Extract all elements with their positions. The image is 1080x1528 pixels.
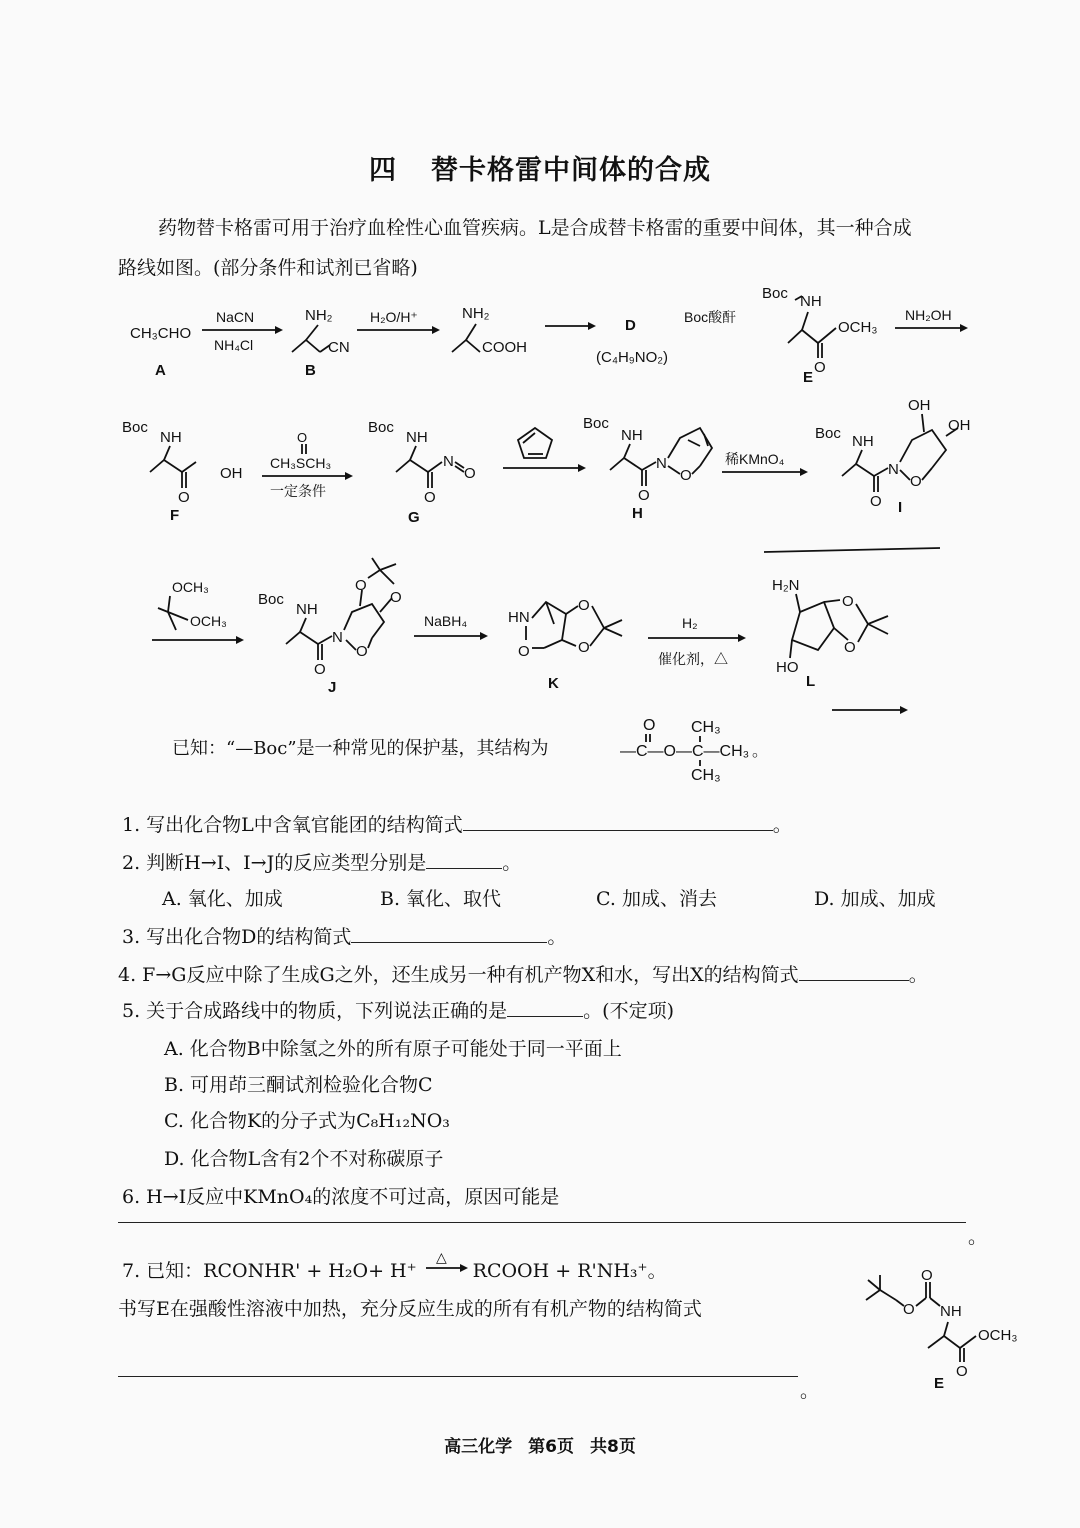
q5-answer-blank[interactable] [507, 998, 583, 1017]
q6-period: 。 [968, 1226, 988, 1248]
q2-option-d: D. 加成、加成 [814, 888, 936, 910]
footer-total: 共8页 [590, 1437, 636, 1457]
J-Boc: Boc [258, 591, 284, 608]
L-O2: O [844, 639, 856, 656]
arrow-F-G [262, 430, 353, 499]
q5-text: 5. 关于合成路线中的物质，下列说法正确的是 [122, 1000, 508, 1022]
label-G: G [408, 509, 420, 526]
reagent-Boc: Boc酸酐 [684, 309, 737, 325]
label-J: J [328, 679, 337, 696]
intro-line-1: 药物替卡格雷可用于治疗血栓性心血管疾病。L是合成替卡格雷的重要中间体，其一种合成 [158, 217, 912, 239]
q3-text: 3. 写出化合物D的结构简式 [122, 926, 352, 948]
H-NH: NH [621, 427, 643, 444]
q3-period: 。 [547, 926, 567, 948]
reagent-H2: H₂ [682, 615, 698, 631]
compound-D [596, 317, 668, 366]
q7-answer-line[interactable] [118, 1376, 798, 1377]
J-O-acetal2: O [390, 589, 402, 606]
E-O: O [814, 359, 826, 376]
q5-option-d: D. 化合物L含有2个不对称碳原子 [164, 1148, 444, 1170]
compound-A [130, 325, 191, 379]
section-heading: 替卡格雷中间体的合成 [431, 155, 711, 186]
label-F: F [170, 507, 180, 524]
q5-option-c: C. 化合物K的分子式为C₈H₁₂NO₃ [164, 1110, 450, 1132]
F-O: O [178, 489, 190, 506]
compound-K [508, 597, 622, 692]
I-O: O [870, 493, 882, 510]
page-footer [0, 1432, 1080, 1457]
arrow-G-H [503, 428, 586, 472]
label-E: E [803, 369, 814, 386]
compound-F [122, 419, 243, 524]
question-2 [122, 848, 521, 875]
q6-text: 6. H→I反应中KMnO₄的浓度不可过高，原因可能是 [122, 1186, 560, 1208]
A-formula: CH₃CHO [130, 325, 192, 342]
q1-text: 1. 写出化合物L中含氧官能团的结构简式 [122, 814, 463, 836]
B-CN: CN [328, 339, 350, 356]
q5-option-b: B. 可用茚三酮试剂检验化合物C [164, 1074, 433, 1096]
D-formula: (C₄H₉NO₂) [596, 349, 669, 366]
F-Boc: Boc [122, 419, 148, 436]
question-1 [122, 810, 792, 837]
footer-subject: 高三化学 [444, 1437, 513, 1457]
E2-O: O [903, 1301, 915, 1318]
K-ringO: O [518, 643, 530, 660]
boc-structure [620, 717, 768, 784]
J-NH: NH [296, 601, 318, 618]
known-statement [172, 734, 549, 760]
I-Boc: Boc [815, 425, 841, 442]
known-text: 已知：“—Boc”是一种常见的保护基，其结构为 [172, 738, 549, 759]
K-O2: O [578, 639, 590, 656]
E-NH: NH [800, 293, 822, 310]
boc-O: O [643, 717, 656, 734]
q5-option-a: A. 化合物B中除氢之外的所有原子可能处于同一平面上 [164, 1038, 622, 1060]
question-4 [118, 960, 928, 987]
compound-E [762, 285, 877, 386]
G-N: N [443, 453, 454, 470]
K-O1: O [578, 597, 590, 614]
q7-line2-text: 书写E在强酸性溶液中加热，充分反应生成的所有有机产物的结构简式 [118, 1298, 702, 1320]
L-HO: HO [776, 659, 799, 676]
arrow-H-I [722, 451, 808, 476]
compound-I [815, 397, 971, 516]
E-Boc: Boc [762, 285, 788, 302]
section-number: 四 [369, 155, 397, 186]
reagent-NaBH4: NaBH₄ [424, 613, 468, 629]
q7-product: RCOOH + R'NH₃⁺。 [472, 1260, 667, 1282]
B-NH2: NH₂ [305, 307, 333, 324]
footer-page: 第6页 [528, 1437, 574, 1457]
I-NH: NH [852, 433, 874, 450]
J-ringO: O [356, 643, 368, 660]
label-I: I [898, 499, 903, 516]
F-OH: OH [220, 465, 243, 482]
q5-tail: 。(不定项) [583, 1000, 674, 1022]
boc-CH3-bottom: CH₃ [691, 767, 721, 784]
boc-CH3-top: CH₃ [691, 719, 721, 736]
q2-text: 2. 判断H→I、I→J的反应类型分别是 [122, 852, 427, 874]
question-7 [122, 1256, 667, 1283]
arrow-E-F [895, 307, 968, 332]
E2-O-top: O [921, 1267, 933, 1284]
F-NH: NH [160, 429, 182, 446]
C-COOH: COOH [482, 339, 527, 356]
reagent-NH4Cl: NH₄Cl [214, 337, 254, 353]
I-OH1: OH [908, 397, 931, 414]
compound-E-q7 [866, 1267, 1017, 1392]
G-NH: NH [406, 429, 428, 446]
q2-option-b: B. 氧化、取代 [380, 888, 502, 910]
reagent-OCH3-2: OCH₃ [190, 613, 227, 629]
E2-O-bottom: O [956, 1363, 968, 1380]
q4-answer-blank[interactable] [799, 962, 909, 981]
q2-answer-blank[interactable] [426, 850, 502, 869]
arrow-J-K [414, 613, 488, 640]
reagent-NH2OH: NH₂OH [905, 307, 952, 323]
I-ringO: O [910, 473, 922, 490]
reagent-H2O: H₂O/H⁺ [370, 309, 418, 325]
label-A: A [155, 362, 166, 379]
q2-option-c: C. 加成、消去 [596, 888, 717, 910]
J-O-acetal1: O [355, 577, 367, 594]
q2-option-a: A. 氧化、加成 [162, 888, 283, 910]
q4-period: 。 [908, 964, 928, 986]
q7-period: 。 [800, 1380, 820, 1402]
L-O1: O [842, 593, 854, 610]
arrow-B-C [357, 309, 440, 334]
reagent-DMSO: CH₃SCH₃ [270, 455, 332, 471]
label-L: L [806, 673, 816, 690]
boc-main: —C—O—C—CH₃ [620, 743, 750, 760]
label-K: K [548, 675, 559, 692]
reagent-DMSO-O: O [297, 430, 308, 445]
J-O: O [314, 661, 326, 678]
I-OH2: OH [948, 417, 971, 434]
reagent-NaCN: NaCN [216, 309, 255, 325]
J-N: N [332, 629, 343, 646]
step-D-E [684, 309, 736, 325]
E2-OCH3: OCH₃ [978, 1327, 1018, 1344]
E-OCH3: OCH₃ [838, 319, 878, 336]
reagent-OCH3-1: OCH₃ [172, 579, 209, 595]
question-5 [122, 996, 674, 1023]
H-N: N [656, 455, 667, 472]
arrow-I-J [152, 579, 244, 644]
H-O: O [638, 487, 650, 504]
compound-L [764, 548, 940, 714]
q7-text: 7. 已知：RCONHR' + H₂O+ H⁺ [122, 1260, 417, 1282]
label-B: B [305, 362, 316, 379]
arrow-A-B [202, 309, 283, 353]
G-Boc: Boc [368, 419, 394, 436]
C-NH2: NH₂ [462, 305, 490, 322]
compound-B [292, 307, 350, 379]
K-HN: HN [508, 609, 530, 626]
reagent-condition: 一定条件 [270, 483, 326, 499]
arrow-C-D [545, 322, 596, 330]
question-3 [122, 922, 566, 949]
q1-answer-blank[interactable] [463, 812, 773, 831]
question-6 [122, 1182, 559, 1209]
G-O: O [424, 489, 436, 506]
q6-answer-line[interactable] [118, 1222, 966, 1223]
compound-H [583, 415, 712, 522]
boc-end: 。 [752, 743, 769, 760]
E2-NH: NH [940, 1303, 962, 1320]
H-Boc: Boc [583, 415, 609, 432]
q4-text: 4. F→G反应中除了生成G之外，还生成另一种有机产物X和水，写出X的结构简式 [118, 964, 799, 986]
reagent-catalyst: 催化剂，△ [658, 651, 728, 667]
arrow-K-L [648, 615, 746, 668]
q7-delta: △ [436, 1249, 447, 1265]
reagent-KMnO4: 稀KMnO₄ [725, 451, 785, 467]
q3-answer-blank[interactable] [351, 924, 547, 943]
H-ringO: O [680, 467, 692, 484]
L-H2N: H₂N [772, 577, 800, 594]
G-O2: O [464, 465, 476, 482]
compound-G [368, 419, 476, 526]
label-D: D [625, 317, 636, 334]
q2-period: 。 [502, 852, 522, 874]
E2-label: E [934, 1375, 945, 1392]
intro-line-2: 路线如图。(部分条件和试剂已省略) [118, 257, 418, 279]
compound-J [258, 558, 402, 696]
compound-C [452, 305, 527, 356]
I-N: N [888, 461, 899, 478]
label-H: H [632, 505, 643, 522]
q1-period: 。 [772, 814, 792, 836]
question-7-line2 [118, 1294, 702, 1321]
